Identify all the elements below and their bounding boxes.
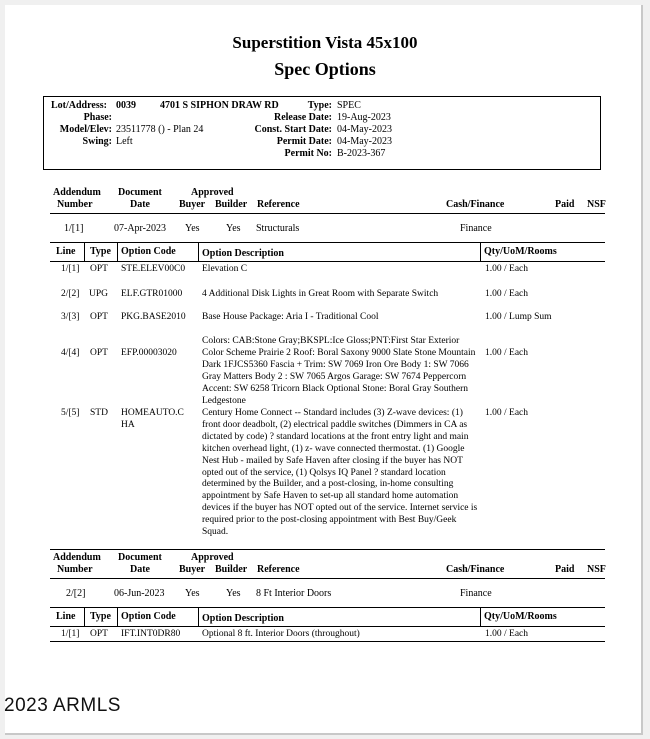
line-option-code: IFT.INT0DR80: [121, 629, 181, 639]
line-option-code: EFP.00003020: [121, 348, 177, 358]
line-qty: 1.00 / Each: [485, 348, 529, 358]
line-qty: 1.00 / Each: [485, 289, 529, 299]
paid-header: Paid: [555, 564, 575, 575]
divider: [50, 578, 605, 579]
option-description-header: Option Description: [202, 248, 284, 259]
line-type: OPT: [90, 348, 108, 358]
reference-header: Reference: [257, 199, 300, 210]
option-description-header: Option Description: [202, 613, 284, 624]
column-divider: [117, 242, 118, 261]
copyright-watermark: 2023 ARMLS: [4, 695, 121, 716]
document-title: Superstition Vista 45x100: [232, 33, 418, 52]
option-code-header: Option Code: [121, 246, 176, 257]
line-number: 1/[1]: [61, 629, 80, 639]
line-type: OPT: [90, 264, 108, 274]
model-value: 23511778 () - Plan 24: [116, 124, 204, 135]
line-qty: 1.00 / Each: [485, 264, 529, 274]
addendum-number: 1/[1]: [64, 223, 84, 234]
line-description: Colors: CAB:Stone Gray;BKSPL:Ice Gloss;PNT:First Star Exterior Color Scheme Prairie 2 Roof: Boral Saxony 9000 Slate Stone Mountain Dark 1FJCS5360 Fascia + Trim: SW 7069 Iron Ore Body 1: SW 7066 Gray Matters Body 2 : SW 7065 Argos Garage: SW 7674 Peppercorn Accent: SW 6258 Tricorn Black Optional Stone: Boral Gray Southern Ledgestone: [202, 336, 476, 406]
nsf-header: NSF: [587, 564, 606, 575]
divider: [50, 549, 605, 550]
line-description: 4 Additional Disk Lights in Great Room with Separate Switch: [202, 289, 439, 299]
line-description: Optional 8 ft. Interior Doors (throughout): [202, 629, 360, 639]
document-header: Document: [118, 552, 162, 563]
column-divider: [198, 607, 199, 626]
date-header: Date: [130, 199, 150, 210]
line-qty: 1.00 / Each: [485, 408, 529, 418]
number-header: Number: [57, 564, 93, 575]
column-divider: [198, 242, 199, 261]
approved-header: Approved: [191, 187, 234, 198]
const-start-value: 04-May-2023: [337, 124, 392, 135]
divider: [50, 213, 605, 214]
addendum-date: 07-Apr-2023: [114, 223, 167, 234]
date-header: Date: [130, 564, 150, 575]
line-type: OPT: [90, 312, 108, 322]
divider: [50, 626, 605, 627]
option-code-header: Option Code: [121, 611, 176, 622]
paid-header: Paid: [555, 199, 575, 210]
addendum-builder: Yes: [226, 588, 241, 599]
phase-label: Phase:: [83, 112, 112, 123]
line-option-code: STE.ELEV00C0: [121, 264, 186, 274]
addendum-reference: 8 Ft Interior Doors: [256, 588, 332, 599]
line-type: OPT: [90, 629, 108, 639]
divider: [50, 242, 605, 243]
addendum-header: Addendum: [53, 187, 101, 198]
addendum-date: 06-Jun-2023: [114, 588, 165, 599]
permit-no-value: B-2023-367: [337, 148, 386, 159]
type-label: Type:: [307, 100, 332, 111]
buyer-header: Buyer: [179, 199, 206, 210]
qty-header: Qty/UoM/Rooms: [484, 246, 557, 257]
addendum-cash-finance: Finance: [460, 588, 492, 599]
const-start-label: Const. Start Date:: [254, 124, 332, 135]
addendum-cash-finance: Finance: [460, 223, 492, 234]
line-option-code: PKG.BASE2010: [121, 312, 186, 322]
document-header: Document: [118, 187, 162, 198]
addendum-buyer: Yes: [185, 588, 200, 599]
line-option-code: ELF.GTR01000: [121, 289, 183, 299]
swing-label: Swing:: [82, 136, 112, 147]
line-header: Line: [56, 246, 76, 257]
type-header: Type: [90, 611, 111, 622]
number-header: Number: [57, 199, 93, 210]
builder-header: Builder: [215, 564, 248, 575]
line-number: 3/[3]: [61, 312, 80, 322]
line-description: Elevation C: [202, 264, 248, 274]
nsf-header: NSF: [587, 199, 606, 210]
line-type: STD: [90, 408, 108, 418]
divider: [50, 261, 605, 262]
divider: [50, 641, 605, 642]
column-divider: [84, 607, 85, 626]
column-divider: [480, 607, 481, 626]
release-date-label: Release Date:: [273, 112, 332, 123]
builder-header: Builder: [215, 199, 248, 210]
line-number: 1/[1]: [61, 264, 80, 274]
line-description: Century Home Connect -- Standard includes (3) Z-wave devices: (1) front door deadbolt, (2) electrical paddle switches (Dimmers in CA as dictated by code) ? standard locations at the front entry light and main kitchen overhead light, (1) z- wave connected thermostat. (1) Google Nest Hub - mailed by Safe Haven after closing if the buyer has NOT opted out of the service, (1) Qolsys IQ Panel ? standard location determined by the Builder, and a post-closing, in-home consulting appointment by Safe Haven to set-up all standard home automation devices if the buyer has NOT opted out of the service. Internet service is required prior to the post-closing appointment with Best Buy/Geek Squad.: [202, 408, 478, 538]
line-qty: 1.00 / Each: [485, 629, 529, 639]
column-divider: [117, 607, 118, 626]
line-qty: 1.00 / Lump Sum: [485, 312, 552, 322]
addendum-builder: Yes: [226, 223, 241, 234]
document-subtitle: Spec Options: [274, 59, 376, 79]
addendum-number: 2/[2]: [66, 588, 86, 599]
permit-date-label: Permit Date:: [276, 136, 332, 147]
line-type: UPG: [89, 289, 109, 299]
swing-value: Left: [116, 136, 133, 147]
type-value: SPEC: [337, 100, 361, 111]
line-number: 4/[4]: [61, 348, 80, 358]
buyer-header: Buyer: [179, 564, 206, 575]
line-header: Line: [56, 611, 76, 622]
addendum-header: Addendum: [53, 552, 101, 563]
type-header: Type: [90, 246, 111, 257]
lot-number: 0039: [116, 100, 136, 111]
divider: [50, 607, 605, 608]
line-number: 5/[5]: [61, 408, 80, 418]
cash-finance-header: Cash/Finance: [446, 199, 505, 210]
approved-header: Approved: [191, 552, 234, 563]
cash-finance-header: Cash/Finance: [446, 564, 505, 575]
line-description: Base House Package: Aria I - Traditional Cool: [202, 312, 379, 322]
lot-address: 4701 S SIPHON DRAW RD: [160, 100, 279, 111]
model-label: Model/Elev:: [59, 124, 112, 135]
line-option-code: HOMEAUTO.C HA: [121, 408, 184, 430]
permit-date-value: 04-May-2023: [337, 136, 392, 147]
column-divider: [84, 242, 85, 261]
lot-label: Lot/Address:: [51, 100, 107, 111]
line-number: 2/[2]: [61, 289, 80, 299]
column-divider: [480, 242, 481, 261]
permit-no-label: Permit No:: [284, 148, 332, 159]
addendum-reference: Structurals: [256, 223, 300, 234]
qty-header: Qty/UoM/Rooms: [484, 611, 557, 622]
addendum-buyer: Yes: [185, 223, 200, 234]
release-date-value: 19-Aug-2023: [337, 112, 391, 123]
reference-header: Reference: [257, 564, 300, 575]
